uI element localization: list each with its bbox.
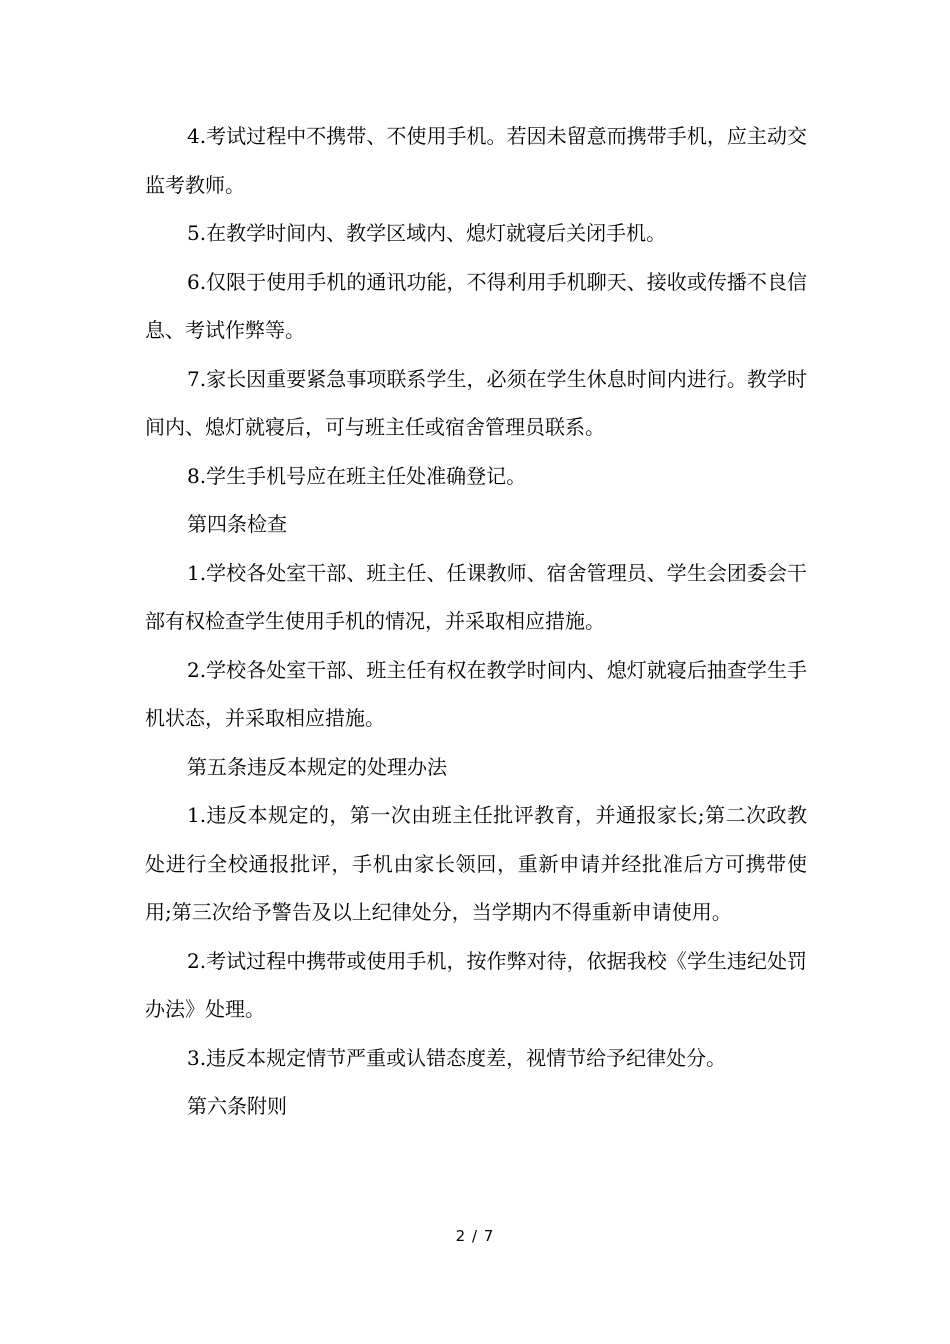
section-heading-supplementary: 第六条附则 (187, 1094, 287, 1118)
section-heading-inspection: 第四条检查 (187, 512, 287, 536)
section-heading-violations: 第五条违反本规定的处理办法 (187, 754, 447, 779)
paragraph-item-5: 5.在教学时间内、教学区域内、熄灯就寝后关闭手机。 (187, 221, 667, 245)
paragraph-item-6: 6.仅限于使用手机的通讯功能，不得利用手机聊天、接收或传播不良信息、考试作弊等。 (145, 269, 807, 342)
paragraph-inspection-1: 1.学校各处室干部、班主任、任课教师、宿舍管理员、学生会团委会干部有权检查学生使用手机的情况，并采取相应措施。 (145, 560, 807, 633)
paragraph-item-7: 7.家长因重要紧急事项联系学生，必须在学生休息时间内进行。教学时间内、熄灯就寝后，可与班主任或宿舍管理员联系。 (145, 366, 807, 439)
paragraph-violations-3: 3.违反本规定情节严重或认错态度差，视情节给予纪律处分。 (187, 1045, 727, 1070)
paragraph-violations-2: 2.考试过程中携带或使用手机，按作弊对待，依据我校《学生违纪处罚办法》处理。 (145, 948, 807, 1021)
paragraph-violations-1: 1.违反本规定的，第一次由班主任批评教育，并通报家长;第二次政教处进行全校通报批评，手机由家长领回，重新申请并经批准后方可携带使用;第三次给予警告及以上纪律处分，当学期内不得重新申请使用。 (145, 803, 807, 924)
page-number: 2 / 7 (455, 1227, 495, 1245)
document-body (145, 112, 807, 1131)
paragraph-item-8: 8.学生手机号应在班主任处准确登记。 (187, 463, 527, 488)
paragraph-inspection-2: 2.学校各处室干部、班主任有权在教学时间内、熄灯就寝后抽查学生手机状态，并采取相应措施。 (145, 657, 807, 730)
paragraph-item-4: 4.考试过程中不携带、不使用手机。若因未留意而携带手机，应主动交监考教师。 (145, 124, 807, 197)
